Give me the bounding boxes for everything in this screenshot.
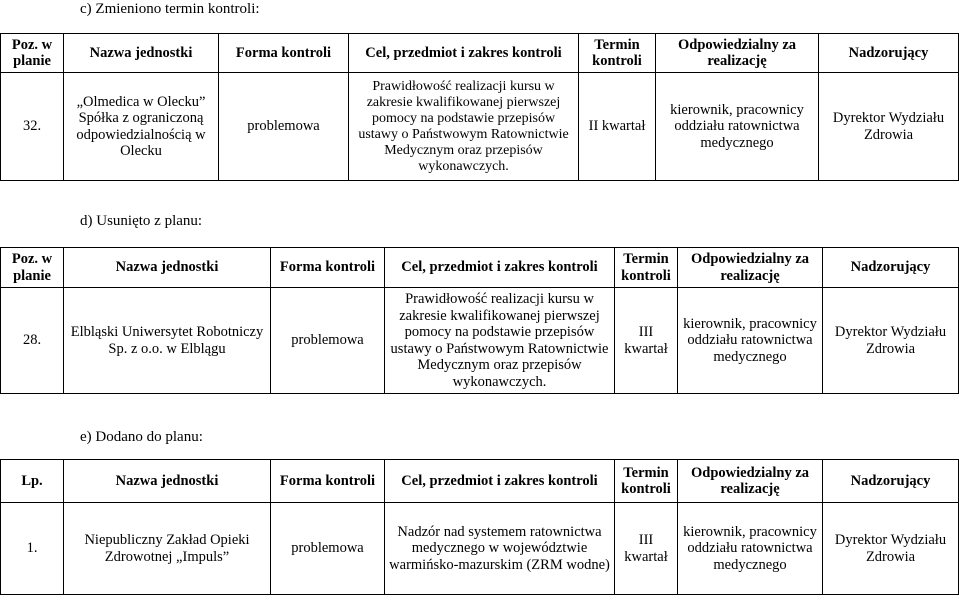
cell-nr: 1. <box>1 503 64 595</box>
cell-nazwa: „Olmedica w Olecku” Spółka z ograniczoną odpowiedzialnością w Olecku <box>64 73 219 181</box>
table-row <box>1 288 959 394</box>
cell-nr: 32. <box>1 73 64 181</box>
header-nadzorujacy: Nadzorujący <box>819 34 959 73</box>
header-termin: Termin kontroli <box>615 248 678 288</box>
header-cel: Cel, przedmiot i zakres kontroli <box>385 248 615 288</box>
header-nazwa: Nazwa jednostki <box>64 460 271 503</box>
header-forma: Forma kontroli <box>271 460 385 503</box>
cell-termin: II kwartał <box>579 73 656 181</box>
header-nazwa: Nazwa jednostki <box>64 248 271 288</box>
header-nazwa: Nazwa jednostki <box>64 34 219 73</box>
header-nadzorujacy: Nadzorujący <box>823 248 959 288</box>
header-row <box>1 248 959 288</box>
cell-termin: III kwartał <box>615 503 678 595</box>
cell-odpowiedzialny: kierownik, pracownicy oddziału ratownictwa medycznego <box>678 503 823 595</box>
header-cel: Cel, przedmiot i zakres kontroli <box>349 34 579 73</box>
cell-cel: Prawidłowość realizacji kursu w zakresie kwalifikowanej pierwszej pomocy na podstawie przepisów ustawy o Państwowym Ratownictwie Medycznym oraz przepisów wykonawczych. <box>385 288 615 394</box>
cell-nr: 28. <box>1 288 64 394</box>
header-nadzorujacy: Nadzorujący <box>823 460 959 503</box>
cell-cel: Nadzór nad systemem ratownictwa medycznego w województwie warmińsko-mazurskim (ZRM wodne) <box>385 503 615 595</box>
cell-odpowiedzialny: kierownik, pracownicy oddziału ratownictwa medycznego <box>678 288 823 394</box>
table-row <box>1 73 959 181</box>
cell-forma: problemowa <box>271 503 385 595</box>
header-termin: Termin kontroli <box>615 460 678 503</box>
cell-nadzorujacy: Dyrektor Wydziału Zdrowia <box>819 73 959 181</box>
control-table-c <box>0 33 959 181</box>
header-termin: Termin kontroli <box>579 34 656 73</box>
cell-nadzorujacy: Dyrektor Wydziału Zdrowia <box>823 503 959 595</box>
cell-forma: problemowa <box>219 73 349 181</box>
cell-nazwa: Niepubliczny Zakład Opieki Zdrowotnej „Impuls” <box>64 503 271 595</box>
section-title-d: d) Usunięto z planu: <box>80 213 203 229</box>
header-odpowiedzialny: Odpowiedzialny za realizację <box>678 460 823 503</box>
header-forma: Forma kontroli <box>219 34 349 73</box>
control-table-e <box>0 459 959 595</box>
section-title-c: c) Zmieniono termin kontroli: <box>80 1 260 17</box>
cell-cel: Prawidłowość realizacji kursu w zakresie kwalifikowanej pierwszej pomocy na podstawie przepisów ustawy o Państwowym Ratownictwie Medycznym oraz przepisów wykonawczych. <box>349 73 579 181</box>
header-row <box>1 460 959 503</box>
header-lp: Lp. <box>1 460 64 503</box>
header-cel: Cel, przedmiot i zakres kontroli <box>385 460 615 503</box>
section-title-e: e) Dodano do planu: <box>80 429 203 445</box>
control-table-d <box>0 247 959 394</box>
header-odpowiedzialny: Odpowiedzialny za realizację <box>678 248 823 288</box>
cell-nadzorujacy: Dyrektor Wydziału Zdrowia <box>823 288 959 394</box>
cell-nazwa: Elbląski Uniwersytet Robotniczy Sp. z o.o. w Elblągu <box>64 288 271 394</box>
header-poz: Poz. w planie <box>1 34 64 73</box>
header-forma: Forma kontroli <box>271 248 385 288</box>
header-row <box>1 34 959 73</box>
header-odpowiedzialny: Odpowiedzialny za realizację <box>656 34 819 73</box>
cell-termin: III kwartał <box>615 288 678 394</box>
cell-forma: problemowa <box>271 288 385 394</box>
header-poz: Poz. w planie <box>1 248 64 288</box>
table-row <box>1 503 959 595</box>
cell-odpowiedzialny: kierownik, pracownicy oddziału ratownictwa medycznego <box>656 73 819 181</box>
